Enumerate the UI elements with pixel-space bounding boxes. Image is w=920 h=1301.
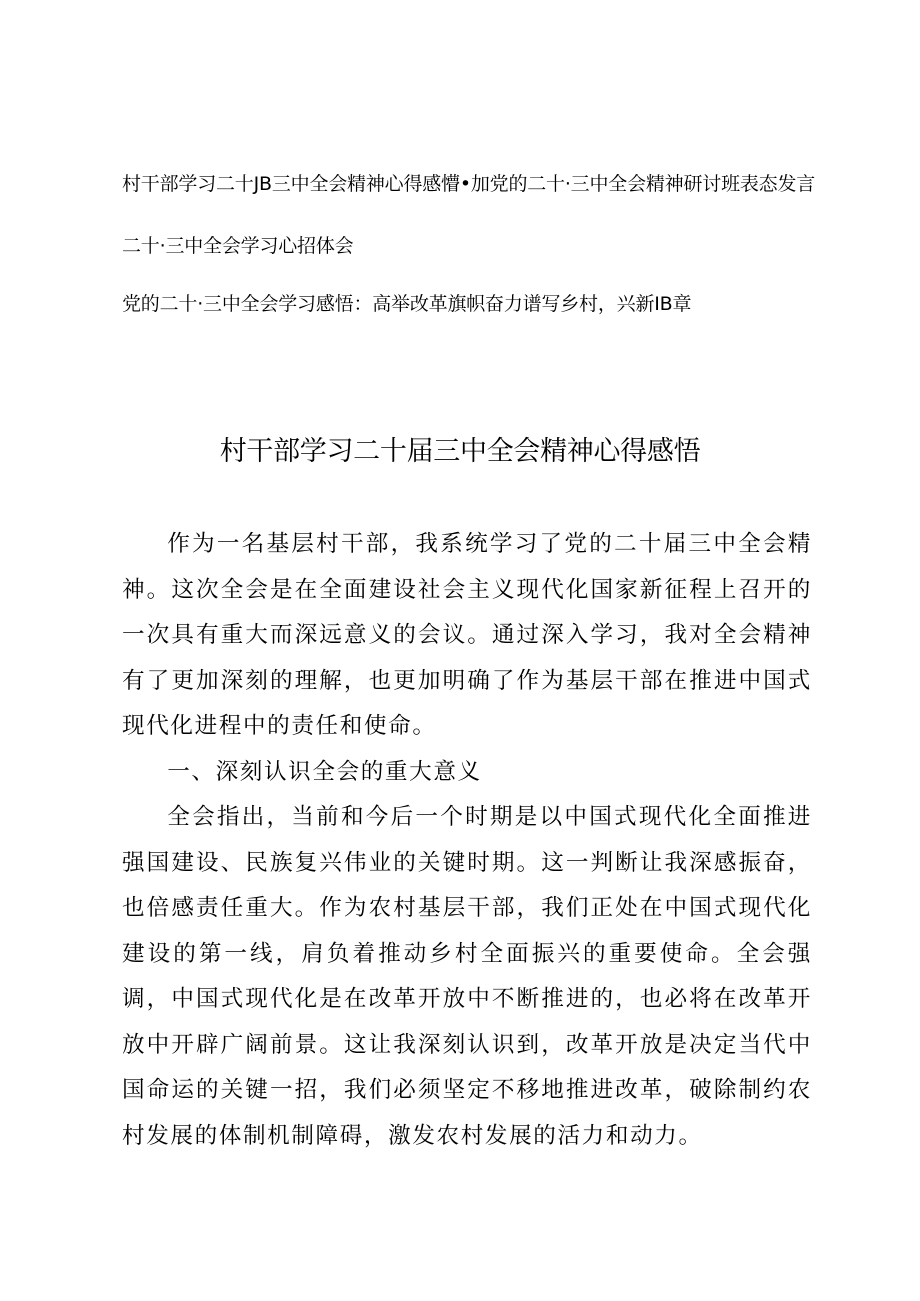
toc-list — [122, 168, 822, 320]
article-title: 村干部学习二十届三中全会精神心得感悟 — [219, 436, 701, 467]
toc-item[interactable]: 党的二十·三中全会学习感悟：高举改革旗帜奋力谱写乡村，兴新IB章 — [122, 293, 692, 315]
body-paragraph: 作为一名基层村干部，我系统学习了党的二十届三中全会精神。这次全会是在全面建设社会主义现代化国家新征程上召开的一次具有重大而深远意义的会议。通过深入学习，我对全会精神有了更加深刻的理解，也更加明确了作为基层干部在推进中国式现代化进程中的责任和使命。 — [122, 531, 812, 739]
article-body — [122, 522, 812, 1159]
section-heading: 一、深刻认识全会的重大意义 — [167, 758, 482, 785]
body-paragraph: 全会指出，当前和今后一个时期是以中国式现代化全面推进强国建设、民族复兴伟业的关键时期。这一判断让我深感振奋，也倍感责任重大。作为农村基层干部，我们正处在中国式现代化建设的第一线，肩负着推动乡村全面振兴的重要使命。全会强调，中国式现代化是在改革开放中不断推进的，也必将在改革开放中开辟广阔前景。这让我深刻认识到，改革开放是决定当代中国命运的关键一招，我们必须坚定不移地推进改革，破除制约农村发展的体制机制障碍，激发农村发展的活力和动力。 — [122, 804, 812, 1149]
toc-item[interactable]: 村干部学习二十JB三中全会精神心得感懵•加党的二十·三中全会精神研讨班表态发言 — [122, 173, 816, 195]
toc-item[interactable]: 二十·三中全会学习心招体会 — [122, 235, 354, 257]
